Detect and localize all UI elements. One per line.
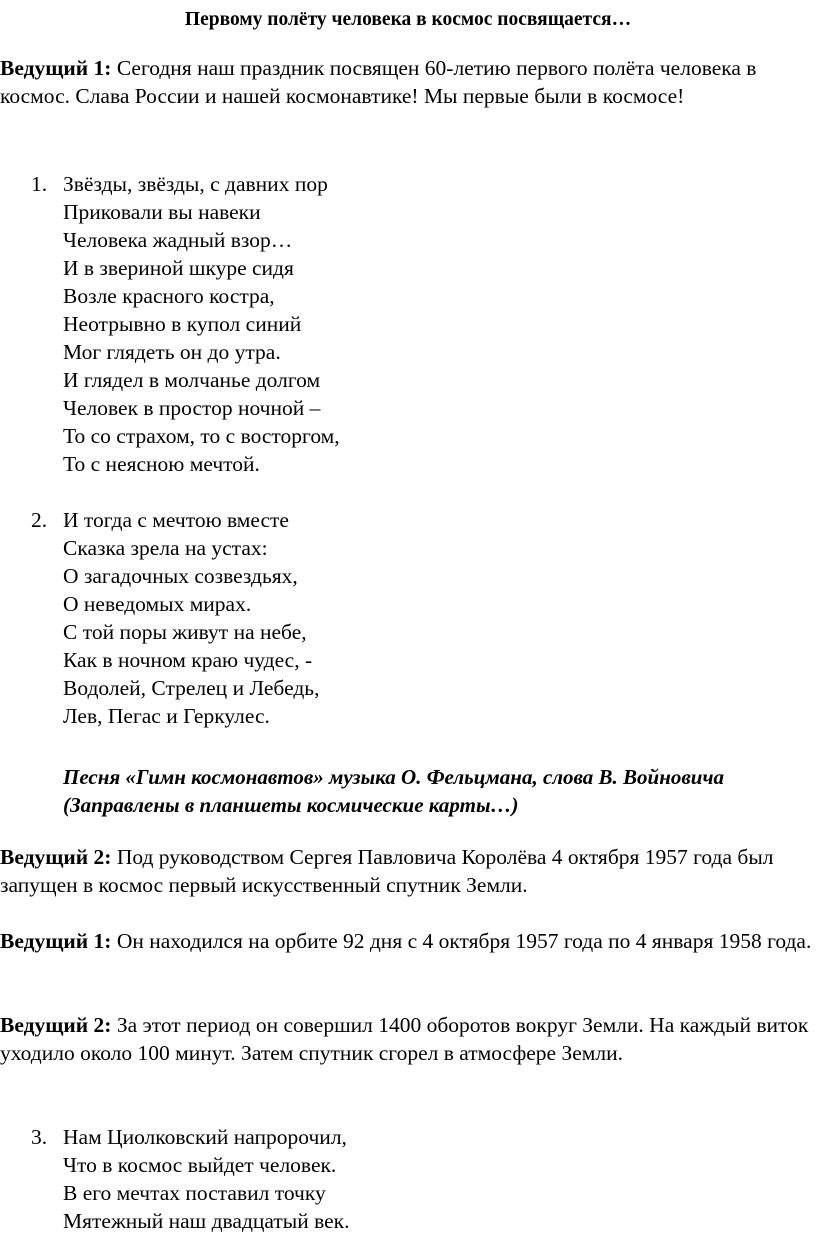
paragraph-text: За этот период он совершил 1400 оборотов вокруг Земли. На каждый виток уходило около 100 минут. Затем спутник сгорел в атмосфере Земли. bbox=[0, 1013, 809, 1065]
poem-line: Сказка зрела на устах: bbox=[63, 536, 268, 560]
stanza-number: 2. bbox=[31, 508, 48, 532]
poem-line: И тогда с мечтою вместе bbox=[63, 508, 289, 532]
poem-line: Водолей, Стрелец и Лебедь, bbox=[63, 676, 320, 700]
poem-line: То со страхом, то с восторгом, bbox=[63, 424, 340, 448]
stanza-lines bbox=[63, 1123, 350, 1235]
host-paragraph bbox=[0, 54, 816, 110]
poem-line: Как в ночном краю чудес, - bbox=[63, 648, 313, 672]
poem-line: Что в космос выйдет человек. bbox=[63, 1153, 337, 1177]
speaker-label: Ведущий 1: bbox=[0, 56, 112, 80]
poem-line: И в звериной шкуре сидя bbox=[63, 256, 294, 280]
document-title: Первому полёту человека в космос посвящается… bbox=[184, 9, 632, 30]
poem-line: Неотрывно в купол синий bbox=[63, 312, 302, 336]
poem-line: С той поры живут на небе, bbox=[63, 620, 307, 644]
stanza-number: 3. bbox=[31, 1125, 48, 1149]
poem-line: Возле красного костра, bbox=[63, 284, 275, 308]
host-paragraph bbox=[0, 927, 816, 955]
paragraph-text: Сегодня наш праздник посвящен 60-летию первого полёта человека в космос. Слава России и нашей космонавтике! Мы первые были в космосе! bbox=[0, 56, 757, 108]
song-note: Песня «Гимн космонавтов» музыка О. Фельцмана, слова В. Войновича (Заправлены в планшеты космические карты…) bbox=[63, 765, 724, 817]
poem-line: Мятежный наш двадцатый век. bbox=[63, 1209, 350, 1233]
poem-line: Звёзды, звёзды, с давних пор bbox=[63, 172, 328, 196]
poem-line: И глядел в молчанье долгом bbox=[63, 368, 321, 392]
stanza-lines bbox=[63, 170, 340, 478]
poem-line: О загадочных созвездьях, bbox=[63, 564, 298, 588]
poem-line: В его мечтах поставил точку bbox=[63, 1181, 326, 1205]
poem-line: Человека жадный взор… bbox=[63, 228, 293, 252]
speaker-label: Ведущий 2: bbox=[0, 845, 112, 869]
speaker-label: Ведущий 2: bbox=[0, 1013, 112, 1037]
poem-line: Мог глядеть он до утра. bbox=[63, 340, 281, 364]
speaker-label: Ведущий 1: bbox=[0, 929, 112, 953]
poem-line: Нам Циолковский напророчил, bbox=[63, 1125, 347, 1149]
poem-line: Приковали вы навеки bbox=[63, 200, 261, 224]
paragraph-text: Под руководством Сергея Павловича Королёва 4 октября 1957 года был запущен в космос первый искусственный спутник Земли. bbox=[0, 845, 774, 897]
poem-line: То с неясною мечтой. bbox=[63, 452, 260, 476]
host-paragraph bbox=[0, 1011, 816, 1067]
stanza-lines bbox=[63, 506, 319, 730]
poem-line: Человек в простор ночной – bbox=[63, 396, 321, 420]
poem-line: Лев, Пегас и Геркулес. bbox=[63, 704, 270, 728]
stanza-number: 1. bbox=[31, 172, 48, 196]
host-paragraph bbox=[0, 843, 816, 899]
poem-line: О неведомых мирах. bbox=[63, 592, 252, 616]
paragraph-text: Он находился на орбите 92 дня с 4 октября 1957 года по 4 января 1958 года. bbox=[116, 929, 812, 953]
